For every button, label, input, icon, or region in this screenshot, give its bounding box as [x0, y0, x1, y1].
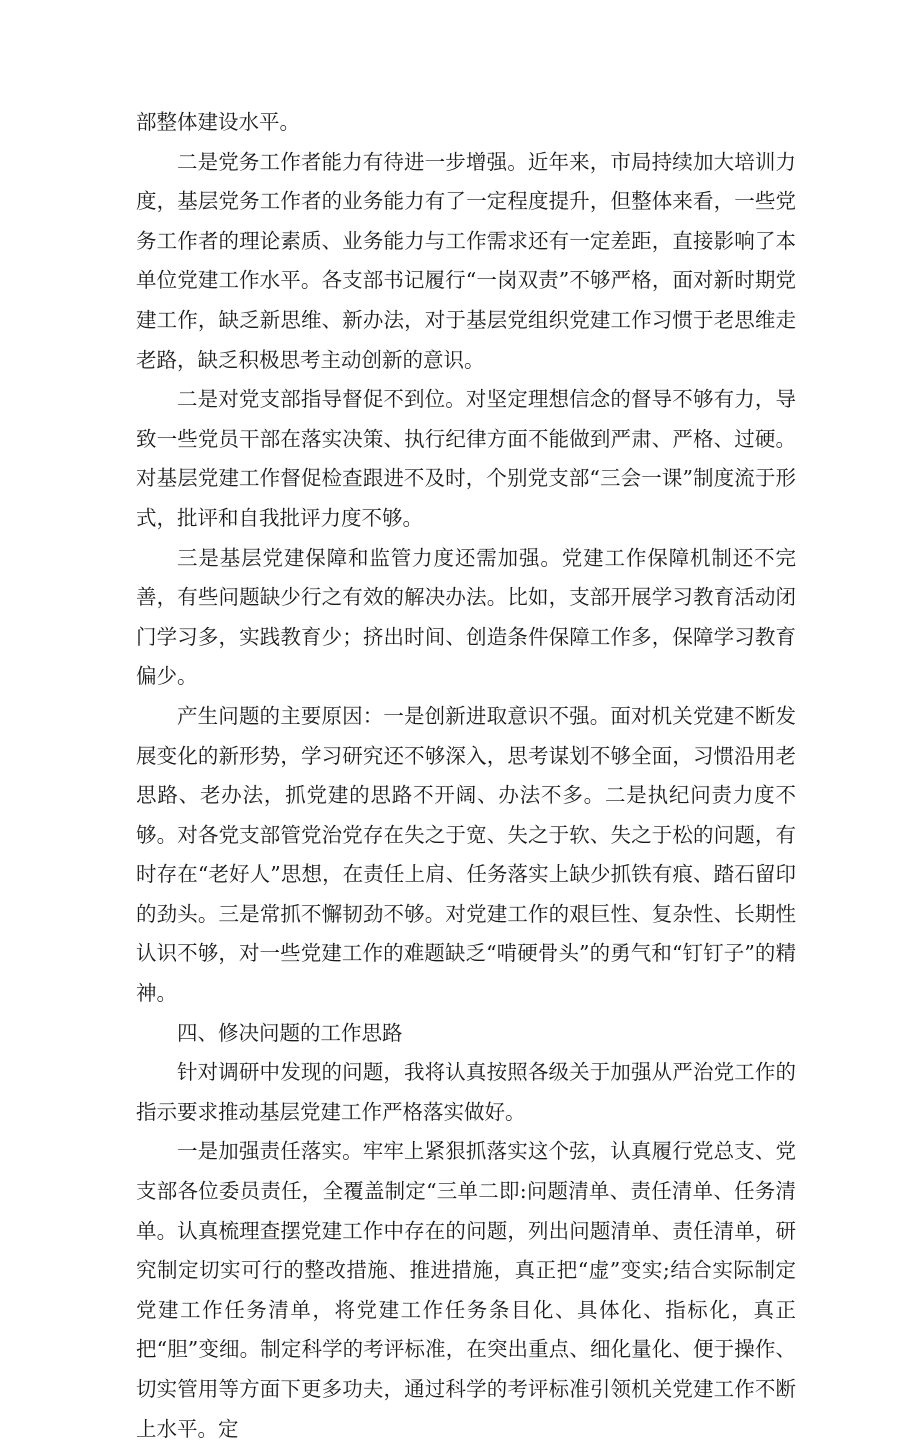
paragraph-branch-guidance: 二是对党支部指导督促不到位。对坚定理想信念的督导不够有力，导致一些党员干部在落实决策、执行纪律方面不能做到严肃、严格、过硬。对基层党建工作督促检查跟进不及时，个别党支部“三会一课”制度流于形式，批评和自我批评力度不够。	[136, 387, 796, 530]
paragraph-main-causes: 产生问题的主要原因：一是创新进取意识不强。面对机关党建不断发展变化的新形势，学习研究还不够深入，思考谋划不够全面，习惯沿用老思路、老办法，抓党建的思路不开阔、办法不多。二是执纪问责力度不够。对各党支部管党治党存在失之于宽、失之于软、失之于松的问题，有时存在“老好人”思想，在责任上肩、任务落实上缺少抓铁有痕、踏石留印的劲头。三是常抓不懈韧劲不够。对党建工作的艰巨性、复杂性、长期性认识不够，对一些党建工作的难题缺乏“啃硬骨头”的勇气和“钉钉子”的精神。	[136, 703, 796, 1006]
paragraph-guarantee-supervision: 三是基层党建保障和监管力度还需加强。党建工作保障机制还不完善，有些问题缺少行之有效的解决办法。比如，支部开展学习教育活动闭门学习多，实践教育少；挤出时间、创造条件保障工作多，保障学习教育偏少。	[136, 545, 796, 689]
paragraph-continuation: 部整体建设水平。	[136, 110, 300, 134]
section-heading-work-approach: 四、修决问题的工作思路	[177, 1020, 403, 1045]
paragraph-party-worker-capability: 二是党务工作者能力有待进一步增强。近年来，市局持续加大培训力度，基层党务工作者的业务能力有了一定程度提升，但整体来看，一些党务工作者的理论素质、业务能力与工作需求还有一定差距，直接影响了本单位党建工作水平。各支部书记履行“一岗双责”不够严格，面对新时期党建工作，缺乏新思维、新办法，对于基层党组织党建工作习惯于老思维走老路，缺乏积极思考主动创新的意识。	[136, 149, 796, 372]
paragraph-responsibility: 一是加强责任落实。牢牢上紧狠抓落实这个弦，认真履行党总支、党支部各位委员责任，全覆盖制定“三单二即:问题清单、责任清单、任务清单。认真梳理查摆党建工作中存在的问题，列出问题清单、责任清单，研究制定切实可行的整改措施、推进措施，真正把“虚”变实;结合实际制定党建工作任务清单，将党建工作任务条目化、具体化、指标化，真正把“胆”变细。制定科学的考评标准，在突出重点、细化量化、便于操作、切实管用等方面下更多功夫，通过科学的考评标准引领机关党建工作不断上水平。定	[136, 1139, 796, 1441]
paragraph-response-intro: 针对调研中发现的问题，我将认真按照各级关于加强从严治党工作的指示要求推动基层党建工作严格落实做好。	[136, 1060, 796, 1124]
